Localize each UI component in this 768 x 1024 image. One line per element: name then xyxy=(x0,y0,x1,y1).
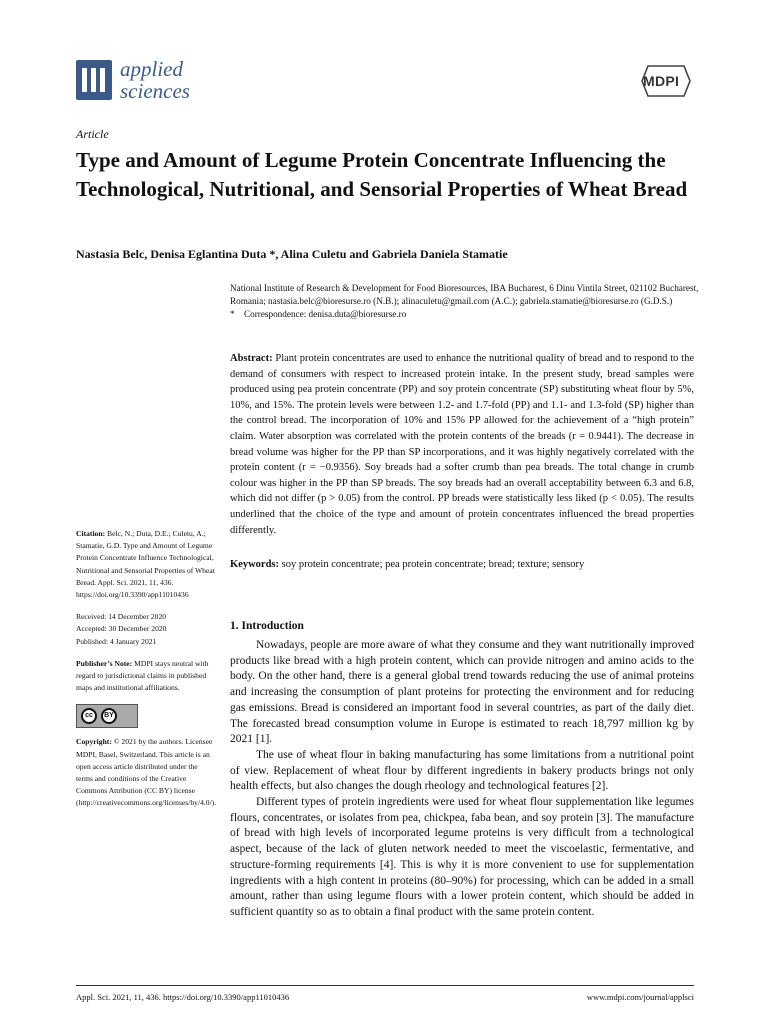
footer-divider xyxy=(76,985,694,986)
citation xyxy=(76,528,216,601)
paragraph: Different types of protein ingredients were used for wheat flour supplementation like legumes flours, concentrates, or isolates from pea, chickpea, faba bean, and soy protein [3]. The manufacture of bread with high levels of incorporated legume proteins is very difficult from a technological aspect, because of the lack of gluten network needed to meet the viscoelastic, fermentative, and structure-forming requirements [4]. This is why it is more convenient to use for supplementation ingredients with a high content in proteins (80–90%) for processing, which can be added in a small amount, rather than using legume flours with a lower protein content, which should be added in sufficient quantity so as to obtain a final product with the same protein content. xyxy=(230,796,694,918)
affiliation-block xyxy=(230,282,700,322)
footer-journal-url[interactable]: www.mdpi.com/journal/applsci xyxy=(586,992,694,1002)
keywords-text: soy protein concentrate; pea protein concentrate; bread; texture; sensory xyxy=(281,559,585,570)
keywords xyxy=(230,558,694,572)
affiliation: National Institute of Research & Development for Food Bioresources, IBA Bucharest, 6 Dinu Vintila Street, 021102 Bucharest, Romania; nastasia.belc@bioresurse.ro (N.B.); alinaculetu@gmail.com (A.C.); gabriela.stamatie@bioresurse.ro (G.D.S.) xyxy=(230,283,699,307)
sidebar xyxy=(76,528,216,820)
publisher-note-label: Publisher’s Note: xyxy=(76,658,133,668)
author-list: Nastasia Belc, Denisa Eglantina Duta *, Alina Culetu and Gabriela Daniela Stamatie xyxy=(76,247,508,261)
keywords-label: Keywords: xyxy=(230,559,279,570)
copyright xyxy=(76,736,216,809)
citation-label: Citation: xyxy=(76,529,106,538)
copyright-text: © 2021 by the authors. Licensee MDPI, Basel, Switzerland. This article is an open access article distributed under the terms and conditions of the Creative Commons Attribution (CC BY) license (http://creativecommons.org/licenses/by/4.0/). xyxy=(76,737,217,808)
footer-citation: Appl. Sci. 2021, 11, 436. https://doi.org/10.3390/app11010436 xyxy=(76,992,290,1002)
abstract xyxy=(230,351,694,538)
paragraph: Nowadays, people are more aware of what they consume and they want nutritionally improved products like bread with a high protein content, which can provide nitrogen and amino acids to the body. On the other hand, there is a general global trend towards reducing the use of animal proteins and increasing the consumption of plant proteins for protecting the environment and for reducing gas emissions. Bread is considered an important food in several countries, as part of the daily diet. The forecasted bread consumption volume in Europe is estimated to reach 18,797 million kg by 2021 [1]. xyxy=(230,639,694,746)
correspondence-star: * xyxy=(230,309,235,320)
section-heading: 1. Introduction xyxy=(230,620,304,632)
journal-name-line1: applied xyxy=(120,57,183,81)
citation-text: Belc, N.; Duta, D.E.; Culetu, A.; Stamatie, G.D. Type and Amount of Legume Protein Concentrate Influence Technological, Nutritional and Sensorial Properties of Wheat Bread. Appl. Sci. 2021, 11, 436. https://doi.org/10.3390/app11010436 xyxy=(76,529,215,600)
journal-name xyxy=(120,58,190,102)
journal-logo-icon xyxy=(76,60,112,100)
accepted-date: Accepted: 30 December 2020 xyxy=(76,624,167,634)
received-date: Received: 14 December 2020 xyxy=(76,612,167,622)
body-text xyxy=(230,638,694,921)
abstract-text: Plant protein concentrates are used to enhance the nutritional quality of bread and to respond to the demand of consumers with respect to increased protein intake. In the present study, bread samples were produced using pea protein concentrate (PP) and soy protein concentrate (SP) substituting wheat flour by 5%, 10%, and 15%. The protein levels were between 1.2- and 1.7-fold (PP) and 1.1- and 1.3-fold (SP) higher than the control bread. The incorporation of 10% and 15% PP allowed for the achievement of a “high protein” claim. Water absorption was correlated with the protein contents of the breads (r = 0.9441). The decrease in bread volume was higher for the PP than SP incorporations, and it was highly negatively correlated with the protein content (r = −0.9356). Soy breads had a softer crumb than pea breads. The total change in crumb colour was higher in the PP than SP breads. The soy breads had an overall acceptability between 6.3 and 6.8, which did not differ (p > 0.05) from the control. PP breads were statistically less liked (p < 0.05). The results underlined that the choice of the type and amount of protein concentrates influenced the bread properties differently. xyxy=(230,353,695,536)
publisher-note xyxy=(76,658,216,695)
publisher-note-text: MDPI stays neutral with regard to jurisdictional claims in published maps and institutional affiliations. xyxy=(76,658,209,693)
cc-icon: cc xyxy=(81,708,97,724)
abstract-label: Abstract: xyxy=(230,353,273,364)
correspondence-text: Correspondence: denisa.duta@bioresurse.ro xyxy=(244,309,407,320)
cc-by-license-icon[interactable] xyxy=(76,704,138,728)
publisher-logo xyxy=(640,64,692,98)
correspondence xyxy=(230,308,700,321)
article-title: Type and Amount of Legume Protein Concentrate Influencing the Technological, Nutritional, and Sensorial Properties of Wheat Bread xyxy=(76,148,688,201)
by-icon: BY xyxy=(101,708,117,724)
journal-name-line2: sciences xyxy=(120,79,190,103)
copyright-label: Copyright: xyxy=(76,737,112,747)
paragraph: The use of wheat flour in baking manufacturing has some limitations from a nutritional point of view. Replacement of wheat flour by different ingredients in bakery products brings not only health effects, but also changes the dough rheology and technological features [2]. xyxy=(230,748,694,793)
article-type: Article xyxy=(76,127,109,141)
published-date: Published: 4 January 2021 xyxy=(76,636,157,646)
publisher-name: MDPI xyxy=(643,73,680,89)
dates xyxy=(76,611,216,648)
